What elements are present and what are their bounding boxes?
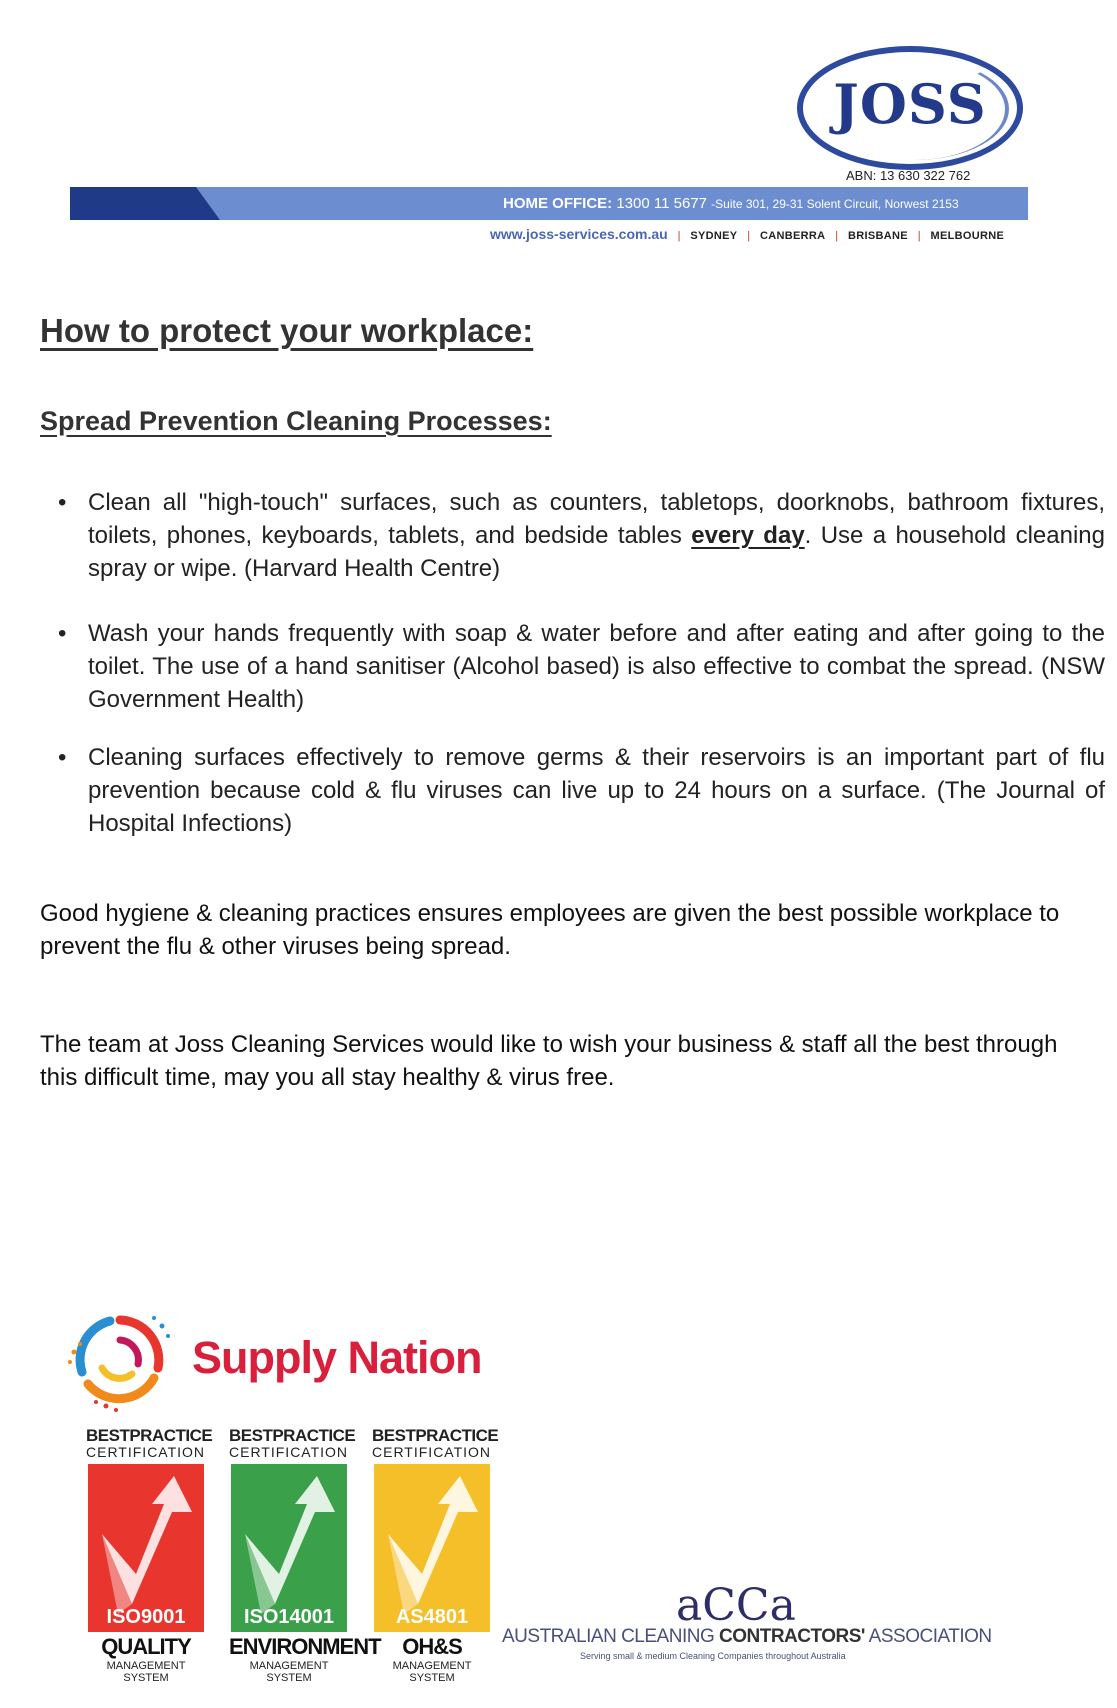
paragraph: Good hygiene & cleaning practices ensures employees are given the best possible workplace to prevent the flu & other viruses being spread. — [40, 900, 1060, 960]
paragraph: The team at Joss Cleaning Services would like to wish your business & staff all the best through this difficult time, may you all stay healthy & virus free. — [40, 1031, 1058, 1091]
website-link[interactable]: www.joss-services.com.au — [490, 226, 668, 242]
bullet-dot-icon: • — [58, 744, 67, 771]
city-brisbane: BRISBANE — [848, 230, 908, 242]
acca-name: AUSTRALIAN CLEANING CONTRACTORS' ASSOCIATION — [502, 1626, 992, 1647]
acca-logo: aCCa — [676, 1580, 796, 1631]
logo-text: JOSS — [833, 72, 987, 136]
city-melbourne: MELBOURNE — [930, 230, 1005, 242]
home-office-label: HOME OFFICE: — [503, 195, 613, 212]
supply-nation-logo-text: Supply Nation — [192, 1332, 482, 1383]
header-band-accent — [70, 187, 220, 220]
page-title: How to protect your workplace: — [40, 312, 534, 349]
office-address: -Suite 301, 29-31 Solent Circuit, Norwest 2153 — [711, 197, 959, 211]
contact-links: www.joss-services.com.au | SYDNEY | CANBERRA | BRISBANE | MELBOURNE — [490, 226, 1005, 242]
bullet-item: • Wash your hands frequently with soap & water before and after eating and after going to the toilet. The use of a hand sanitiser (Alcohol based) is also effective to combat the spread. (NSW Government Health) — [88, 617, 1105, 716]
bullet-dot-icon: • — [58, 620, 67, 647]
emphasis-text: every day — [691, 522, 805, 549]
supply-nation-icon — [66, 1306, 174, 1414]
home-office-line — [503, 195, 959, 212]
acca-tagline: Serving small & medium Cleaning Companies throughout Australia — [580, 1651, 846, 1661]
section-subtitle: Spread Prevention Cleaning Processes: — [40, 406, 552, 436]
phone-number: 1300 11 5677 — [616, 195, 707, 212]
abn-number: ABN: 13 630 322 762 — [846, 168, 971, 183]
city-canberra: CANBERRA — [760, 230, 826, 242]
bullet-item: • Clean all "high-touch" surfaces, such as counters, tabletops, doorknobs, bathroom fixtures, toilets, phones, keyboards, tablets, and bedside tables every day. Use a household cleaning spray or wipe. (Harvard Health Centre) — [88, 486, 1105, 585]
environment-cert-badge: BESTPRACTICE CERTIFICATION ISO14001 ENVIRONMENT MANAGEMENT SYSTEM — [229, 1426, 381, 1684]
city-sydney: SYDNEY — [690, 230, 738, 242]
quality-cert-badge: BESTPRACTICE CERTIFICATION ISO9001 QUALITY MANAGEMENT SYSTEM — [86, 1426, 213, 1684]
bullet-item: • Cleaning surfaces effectively to remove germs & their reservoirs is an important part of flu prevention because cold & flu viruses can live up to 24 hours on a surface. (The Journal of Hospital Infections) — [88, 741, 1105, 840]
bullet-dot-icon: • — [58, 489, 67, 516]
ohs-cert-badge: BESTPRACTICE CERTIFICATION AS4801 OH&S MANAGEMENT SYSTEM — [372, 1426, 499, 1684]
